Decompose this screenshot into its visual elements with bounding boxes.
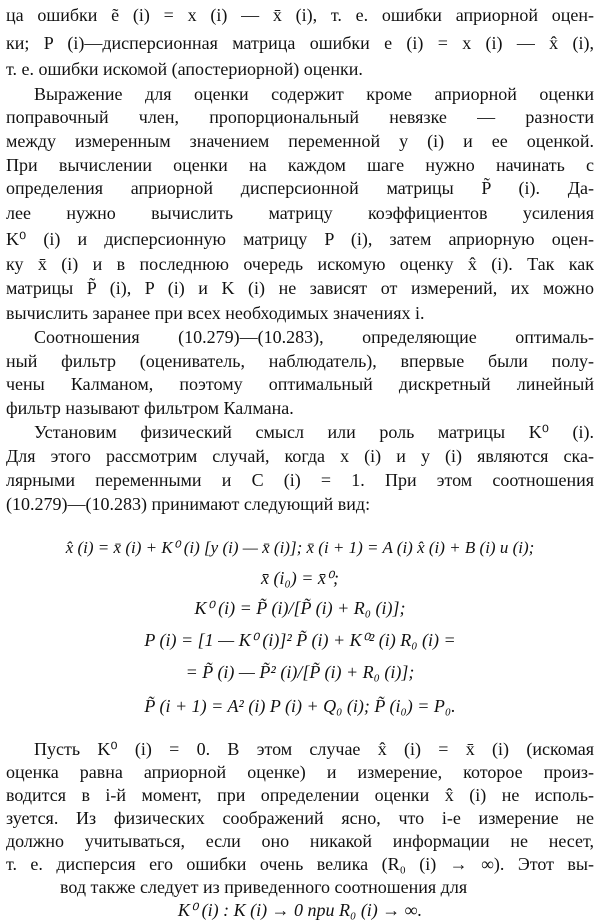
equation-line: = P̃ (i) — P̃² (i)/[P̃ (i) + R₀ (i)]; xyxy=(185,662,415,682)
text-line: Соотношения (10.279)—(10.283), определяющие оптималь- xyxy=(34,327,594,347)
equation-line: P (i) = [1 — K⁰ (i)]² P̃ (i) + K⁰² (i) R₀ (i) = xyxy=(144,630,456,650)
text-line: ный фильтр (оцениватель, наблюдатель), впервые были полу- xyxy=(6,351,594,371)
text-line: матрицы P̃ (i), P (i) и K (i) не зависят от измерений, их можно xyxy=(6,278,594,298)
text-line: зуется. Из физических соображений ясно, что i-е измерение не xyxy=(6,808,594,828)
text-line: ку x̄ (i) и в последнюю очередь искомую оценку x̂ (i). Так как xyxy=(6,254,594,274)
text-line: поправочный член, пропорциональный невязке — разности xyxy=(6,107,594,127)
text-line: т. е. ошибки искомой (апостериорной) оценки. xyxy=(6,59,363,79)
text-line: оценка равна априорной оценке) и измерение, которое произ- xyxy=(6,762,594,782)
text-line: ки; P (i)—дисперсионная матрица ошибки e (i) = x (i) — x̂ (i), xyxy=(6,33,594,53)
text-line: Выражение для оценки содержит кроме априорной оценки xyxy=(34,84,594,104)
text-line: ца ошибки ẽ (i) = x (i) — x̄ (i), т. е. ошибки априорной оцен- xyxy=(6,5,594,25)
text-line: Установим физический смысл или роль матрицы K⁰ (i). xyxy=(34,422,594,442)
text-line: должно учитываться, если оно никакой информации не несет, xyxy=(6,831,594,851)
text-line: вычислить заранее при всех необходимых значениях i. xyxy=(6,303,425,323)
equation-line: x̂ (i) = x̄ (i) + K⁰ (i) [y (i) — x̄ (i)]; x̄ (i + 1) = A (i) x̂ (i) + B (i) u (i); xyxy=(65,538,535,557)
text-line: K⁰ (i) и дисперсионную матрицу P (i), затем априорную оцен- xyxy=(6,229,594,249)
text-line: между измеренным значением переменной y (i) и ее оценкой. xyxy=(6,131,594,151)
equation-line: x̄ (i₀) = x̄⁰; xyxy=(260,568,340,588)
text-line: Пусть K⁰ (i) = 0. В этом случае x̂ (i) = x̄ (i) (искомая xyxy=(34,739,594,759)
text-line: лее нужно вычислить матрицу коэффициентов усиления xyxy=(6,203,594,223)
equation-line: P̃ (i + 1) = A² (i) P (i) + Q₀ (i); P̃ (i₀) = P₀. xyxy=(144,696,456,716)
text-line: При вычислении оценки на каждом шаге нужно начинать с xyxy=(6,155,594,175)
text-line: (10.279)—(10.283) принимают следующий вид: xyxy=(6,494,371,514)
text-line: лярными переменными и C (i) = 1. При этом соотношения xyxy=(6,470,594,490)
final-equation: K⁰ (i) : K (i) → 0 при R₀ (i) → ∞. xyxy=(177,900,423,920)
equation-line: K⁰ (i) = P̃ (i)/[P̃ (i) + R₀ (i)]; xyxy=(194,598,406,618)
text-line: вод также следует из приведенного соотношения для xyxy=(60,877,468,897)
text-line: фильтр называют фильтром Калмана. xyxy=(6,398,294,418)
text-line: Для этого рассмотрим случай, когда x (i) и y (i) являются ска- xyxy=(6,446,594,466)
text-line: т. е. дисперсия его ошибки очень велика (R₀ (i) → ∞). Этот вы- xyxy=(6,854,594,874)
text-line: водится в i-й момент, при определении оценки x̂ (i) не исполь- xyxy=(6,785,594,805)
text-line: определения априорной дисперсионной матрицы P̃ (i). Да- xyxy=(6,178,594,198)
text-line: чены Калманом, поэтому оптимальный дискретный линейный xyxy=(6,374,594,394)
